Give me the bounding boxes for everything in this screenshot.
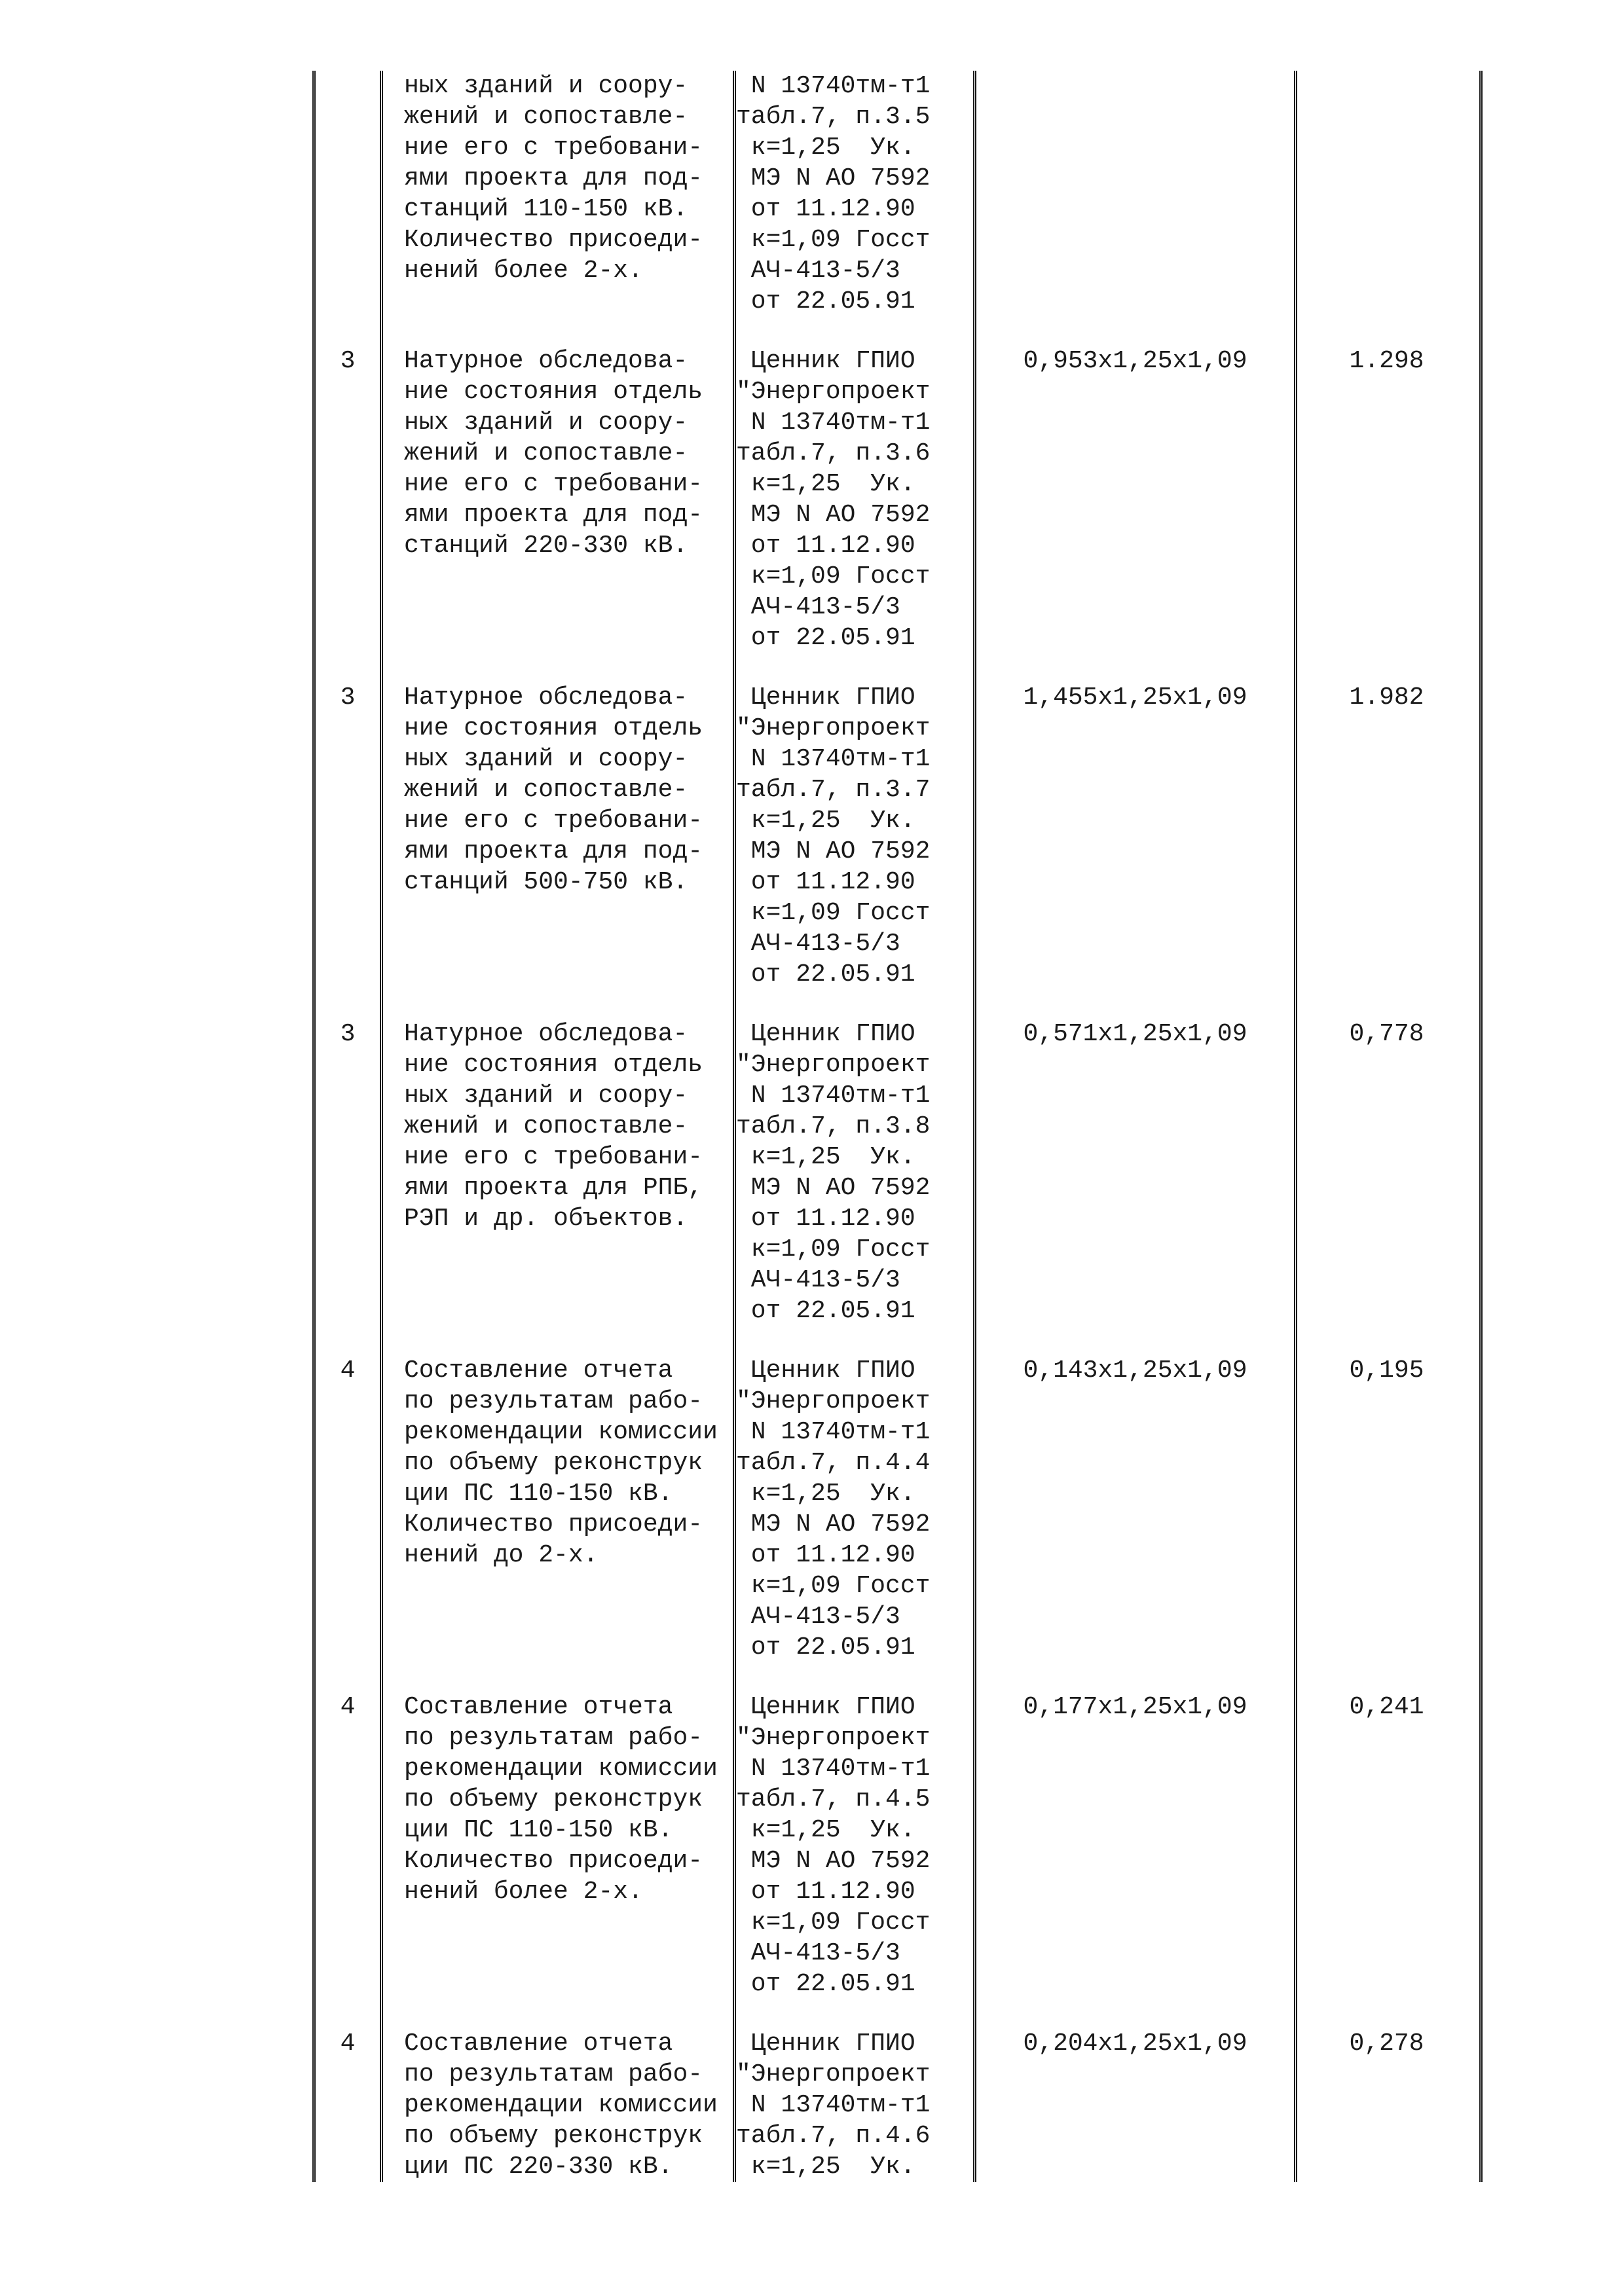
reference-line: N 13740тм-т1 <box>736 2091 931 2119</box>
description-line: жений и сопоставле- <box>404 776 688 804</box>
description-line: Составление отчета <box>404 1693 673 1721</box>
description-line: ции ПС 220-330 кВ. <box>404 2153 673 2181</box>
separator-cell <box>976 317 1297 346</box>
item-number: 4 <box>340 1693 356 1721</box>
calculation-cell <box>976 682 1297 990</box>
row-separator <box>316 1663 1479 1692</box>
reference-line: Ценник ГПИО <box>736 347 915 375</box>
reference-line: N 13740тм-т1 <box>736 1082 931 1110</box>
item-number-cell <box>316 682 383 990</box>
reference-line: от 22.05.91 <box>736 1970 915 1998</box>
table-row <box>316 682 1479 990</box>
work-description-cell <box>383 2028 736 2182</box>
reference-line: МЭ N АО 7592 <box>736 1174 931 1202</box>
reference-line: к=1,09 Госст <box>736 562 931 591</box>
reference-line: к=1,25 Ук. <box>736 1143 915 1171</box>
calculation-formula: 0,571х1,25х1,09 <box>1023 1020 1247 1048</box>
description-line: по объему реконструк <box>404 2122 703 2150</box>
reference-line: табл.7, п.3.7 <box>736 776 931 804</box>
description-line: ных зданий и соору- <box>404 1082 688 1110</box>
table-row <box>316 1355 1479 1663</box>
description-line: жений и сопоставле- <box>404 103 688 131</box>
work-description-cell <box>383 1355 736 1663</box>
item-number-cell <box>316 1019 383 1326</box>
item-number-cell <box>316 71 383 317</box>
separator-cell <box>1297 1326 1476 1355</box>
reference-line: табл.7, п.4.6 <box>736 2122 931 2150</box>
calculation-formula: 0,143х1,25х1,09 <box>1023 1357 1247 1385</box>
price-reference-cell <box>736 2028 976 2182</box>
reference-line: "Энергопроект <box>736 714 931 742</box>
reference-line: табл.7, п.4.4 <box>736 1449 931 1477</box>
table-row <box>316 1692 1479 1999</box>
reference-line: N 13740тм-т1 <box>736 72 931 100</box>
table-row <box>316 346 1479 653</box>
reference-line: АЧ-413-5/3 <box>736 257 900 285</box>
description-line: по результатам рабо- <box>404 1724 703 1752</box>
price-reference-cell <box>736 682 976 990</box>
separator-cell <box>316 317 383 346</box>
item-number-cell <box>316 1692 383 1999</box>
description-line: Натурное обследова- <box>404 683 688 712</box>
calculation-formula: 1,455х1,25х1,09 <box>1023 683 1247 712</box>
calculation-cell <box>976 71 1297 317</box>
reference-line: к=1,09 Госст <box>736 1235 931 1264</box>
reference-line: к=1,09 Госст <box>736 1572 931 1600</box>
reference-line: к=1,25 Ук. <box>736 1480 915 1508</box>
description-line: по результатам рабо- <box>404 1387 703 1415</box>
description-line: рекомендации комиссии <box>404 2091 718 2119</box>
reference-line: табл.7, п.3.6 <box>736 439 931 467</box>
item-number-cell <box>316 346 383 653</box>
reference-line: от 11.12.90 <box>736 1541 915 1569</box>
description-line: ных зданий и соору- <box>404 745 688 773</box>
work-description-cell <box>383 1019 736 1326</box>
calculation-cell <box>976 2028 1297 2182</box>
table-row <box>316 2028 1479 2182</box>
reference-line: Ценник ГПИО <box>736 1357 915 1385</box>
description-line: Натурное обследова- <box>404 1020 688 1048</box>
reference-line: N 13740тм-т1 <box>736 409 931 437</box>
reference-line: МЭ N АО 7592 <box>736 164 931 192</box>
work-description-cell <box>383 682 736 990</box>
item-number-cell <box>316 2028 383 2182</box>
separator-cell <box>1297 653 1476 682</box>
description-line: ных зданий и соору- <box>404 409 688 437</box>
description-line: РЭП и др. объектов. <box>404 1205 688 1233</box>
reference-line: Ценник ГПИО <box>736 683 915 712</box>
item-number-cell <box>316 1355 383 1663</box>
description-line: станций 500-750 кВ. <box>404 868 688 896</box>
description-line: ных зданий и соору- <box>404 72 688 100</box>
reference-line: от 11.12.90 <box>736 195 915 223</box>
reference-line: к=1,09 Госст <box>736 226 931 254</box>
price-reference-cell <box>736 71 976 317</box>
reference-line: табл.7, п.3.8 <box>736 1112 931 1140</box>
separator-cell <box>736 990 976 1019</box>
separator-cell <box>736 1663 976 1692</box>
cost-value: 1.982 <box>1349 683 1424 712</box>
reference-line: АЧ-413-5/3 <box>736 1266 900 1294</box>
separator-cell <box>383 653 736 682</box>
description-line: нений до 2-х. <box>404 1541 599 1569</box>
separator-cell <box>383 1999 736 2028</box>
description-line: ями проекта для РПБ, <box>404 1174 703 1202</box>
separator-cell <box>976 1999 1297 2028</box>
separator-cell <box>976 1326 1297 1355</box>
reference-line: к=1,25 Ук. <box>736 134 915 162</box>
separator-cell <box>736 653 976 682</box>
cost-value: 0,241 <box>1349 1693 1424 1721</box>
row-separator <box>316 1999 1479 2028</box>
price-reference-cell <box>736 1692 976 1999</box>
description-line: по объему реконструк <box>404 1785 703 1813</box>
calculation-formula: 0,953х1,25х1,09 <box>1023 347 1247 375</box>
cost-cell <box>1297 1692 1476 1999</box>
reference-line: N 13740тм-т1 <box>736 1418 931 1446</box>
calculation-cell <box>976 346 1297 653</box>
description-line: ние состояния отдель <box>404 1051 703 1079</box>
reference-line: МЭ N АО 7592 <box>736 1847 931 1875</box>
reference-line: к=1,25 Ук. <box>736 2153 915 2181</box>
separator-cell <box>383 1326 736 1355</box>
description-line: Составление отчета <box>404 1357 673 1385</box>
description-line: Количество присоеди- <box>404 1847 703 1875</box>
description-line: ями проекта для под- <box>404 501 703 529</box>
separator-cell <box>1297 317 1476 346</box>
cost-value: 0,278 <box>1349 2030 1424 2058</box>
reference-line: Ценник ГПИО <box>736 1693 915 1721</box>
reference-line: к=1,25 Ук. <box>736 807 915 835</box>
price-reference-cell <box>736 346 976 653</box>
reference-line: от 11.12.90 <box>736 868 915 896</box>
description-line: ние его с требовани- <box>404 807 703 835</box>
separator-cell <box>316 653 383 682</box>
cost-cell <box>1297 1019 1476 1326</box>
calculation-cell <box>976 1019 1297 1326</box>
separator-cell <box>976 990 1297 1019</box>
reference-line: от 11.12.90 <box>736 1205 915 1233</box>
cost-cell <box>1297 682 1476 990</box>
reference-line: МЭ N АО 7592 <box>736 501 931 529</box>
table-row <box>316 1019 1479 1326</box>
reference-line: от 22.05.91 <box>736 1633 915 1662</box>
separator-cell <box>1297 990 1476 1019</box>
cost-value: 0,195 <box>1349 1357 1424 1385</box>
description-line: рекомендации комиссии <box>404 1755 718 1783</box>
row-separator <box>316 1326 1479 1355</box>
row-separator <box>316 990 1479 1019</box>
row-separator <box>316 653 1479 682</box>
reference-line: "Энергопроект <box>736 2060 931 2088</box>
calculation-cell <box>976 1355 1297 1663</box>
separator-cell <box>316 990 383 1019</box>
calculation-formula <box>976 71 1294 101</box>
description-line: ние его с требовани- <box>404 134 703 162</box>
separator-cell <box>736 317 976 346</box>
reference-line: от 22.05.91 <box>736 960 915 989</box>
description-line: ями проекта для под- <box>404 164 703 192</box>
cost-value <box>1297 71 1476 101</box>
reference-line: к=1,25 Ук. <box>736 470 915 498</box>
work-description-cell <box>383 346 736 653</box>
description-line: ние его с требовани- <box>404 470 703 498</box>
description-line: по объему реконструк <box>404 1449 703 1477</box>
separator-cell <box>976 653 1297 682</box>
item-number <box>316 71 380 101</box>
work-description-cell <box>383 1692 736 1999</box>
description-line: ции ПС 110-150 кВ. <box>404 1480 673 1508</box>
item-number: 3 <box>340 1020 356 1048</box>
description-line: Натурное обследова- <box>404 347 688 375</box>
description-line: нений более 2-х. <box>404 1878 643 1906</box>
separator-cell <box>383 317 736 346</box>
reference-line: от 22.05.91 <box>736 1297 915 1325</box>
calculation-formula: 0,204х1,25х1,09 <box>1023 2030 1247 2058</box>
item-number: 3 <box>340 683 356 712</box>
reference-line: табл.7, п.4.5 <box>736 1785 931 1813</box>
calculation-formula: 0,177х1,25х1,09 <box>1023 1693 1247 1721</box>
cost-cell <box>1297 1355 1476 1663</box>
separator-cell <box>316 1999 383 2028</box>
cost-value: 0,778 <box>1349 1020 1424 1048</box>
row-separator <box>316 317 1479 346</box>
reference-line: к=1,09 Госст <box>736 1908 931 1937</box>
reference-line: Ценник ГПИО <box>736 2030 915 2058</box>
separator-cell <box>1297 1663 1476 1692</box>
item-number: 4 <box>340 2030 356 2058</box>
work-description-cell <box>383 71 736 317</box>
separator-cell <box>316 1326 383 1355</box>
description-line: Количество присоеди- <box>404 226 703 254</box>
reference-line: АЧ-413-5/3 <box>736 1939 900 1967</box>
reference-line: АЧ-413-5/3 <box>736 1603 900 1631</box>
reference-line: АЧ-413-5/3 <box>736 930 900 958</box>
description-line: Количество присоеди- <box>404 1510 703 1539</box>
reference-line: от 22.05.91 <box>736 624 915 652</box>
description-line: жений и сопоставле- <box>404 1112 688 1140</box>
reference-line: АЧ-413-5/3 <box>736 593 900 621</box>
separator-cell <box>316 1663 383 1692</box>
cost-cell <box>1297 2028 1476 2182</box>
description-line: ями проекта для под- <box>404 837 703 866</box>
description-line: ние состояния отдель <box>404 378 703 406</box>
price-reference-cell <box>736 1019 976 1326</box>
separator-cell <box>976 1663 1297 1692</box>
reference-line: "Энергопроект <box>736 1387 931 1415</box>
reference-line: N 13740тм-т1 <box>736 1755 931 1783</box>
reference-line: от 11.12.90 <box>736 532 915 560</box>
reference-line: "Энергопроект <box>736 1051 931 1079</box>
cost-cell <box>1297 71 1476 317</box>
price-reference-cell <box>736 1355 976 1663</box>
description-line: нений более 2-х. <box>404 257 643 285</box>
calculation-cell <box>976 1692 1297 1999</box>
description-line: станций 220-330 кВ. <box>404 532 688 560</box>
reference-line: к=1,25 Ук. <box>736 1816 915 1844</box>
reference-line: N 13740тм-т1 <box>736 745 931 773</box>
reference-line: табл.7, п.3.5 <box>736 103 931 131</box>
cost-cell <box>1297 346 1476 653</box>
separator-cell <box>736 1999 976 2028</box>
description-line: станций 110-150 кВ. <box>404 195 688 223</box>
description-line: Составление отчета <box>404 2030 673 2058</box>
reference-line: МЭ N АО 7592 <box>736 1510 931 1539</box>
reference-line: от 11.12.90 <box>736 1878 915 1906</box>
separator-cell <box>1297 1999 1476 2028</box>
description-line: ции ПС 110-150 кВ. <box>404 1816 673 1844</box>
cost-value: 1.298 <box>1349 347 1424 375</box>
description-line: рекомендации комиссии <box>404 1418 718 1446</box>
reference-line: МЭ N АО 7592 <box>736 837 931 866</box>
separator-cell <box>383 1663 736 1692</box>
estimate-table <box>312 71 1483 2182</box>
separator-cell <box>383 990 736 1019</box>
description-line: ние состояния отдель <box>404 714 703 742</box>
reference-line: к=1,09 Госст <box>736 899 931 927</box>
reference-line: от 22.05.91 <box>736 287 915 316</box>
separator-cell <box>736 1326 976 1355</box>
reference-line: "Энергопроект <box>736 1724 931 1752</box>
reference-line: Ценник ГПИО <box>736 1020 915 1048</box>
table-row <box>316 71 1479 317</box>
description-line: жений и сопоставле- <box>404 439 688 467</box>
item-number: 3 <box>340 347 356 375</box>
description-line: ние его с требовани- <box>404 1143 703 1171</box>
item-number: 4 <box>340 1357 356 1385</box>
reference-line: "Энергопроект <box>736 378 931 406</box>
description-line: по результатам рабо- <box>404 2060 703 2088</box>
